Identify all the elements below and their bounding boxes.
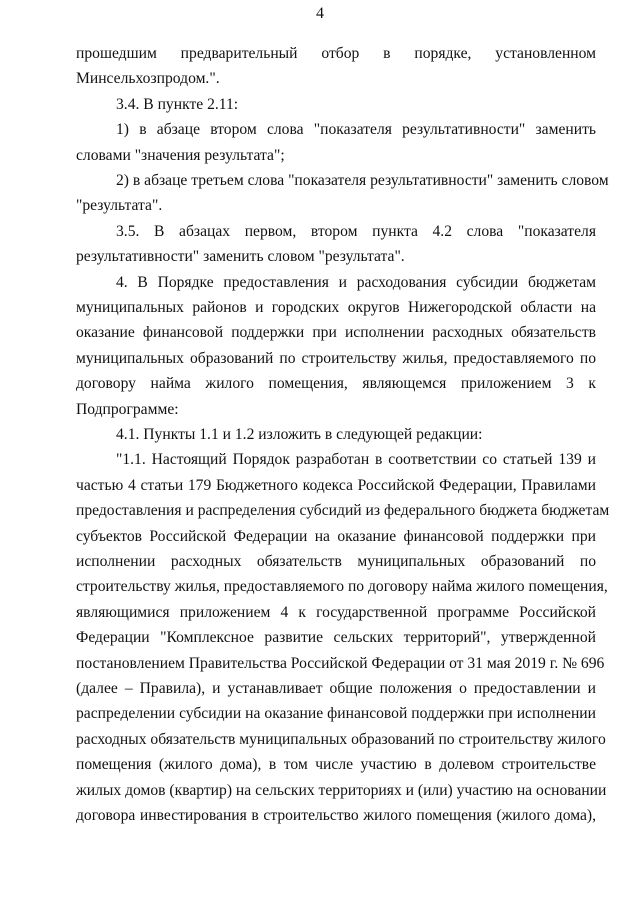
text-line: Минсельхозпродом.". [76, 70, 220, 88]
text-line: оказание финансовой поддержки при исполнении расходных обязательств [76, 324, 596, 342]
text-line: муниципальных образований по строительству жилья, предоставляемого по [76, 349, 596, 367]
text-line: 3.5. В абзацах первом, втором пункта 4.2 слова "показателя [116, 222, 596, 240]
text-line: прошедшим предварительный отбор в порядке, установленном [76, 45, 596, 62]
text-line: 3.4. В пункте 2.11: [116, 95, 239, 113]
text-line: исполнении расходных обязательств муниципальных образований по [76, 553, 596, 570]
text-line: Федерации "Комплексное развитие сельских территорий", утвержденной [76, 629, 596, 647]
text-line: "1.1. Настоящий Порядок разработан в соответствии со статьей 139 и [116, 451, 596, 469]
text-line: 4.1. Пункты 1.1 и 1.2 изложить в следующей редакции: [116, 426, 483, 443]
text-line: постановлением Правительства Российской Федерации от 31 мая 2019 г. № 696 [76, 654, 605, 672]
text-line: частью 4 статьи 179 Бюджетного кодекса Российской Федерации, Правилами [76, 476, 596, 494]
text-line: распределении субсидии на оказание финансовой поддержки при исполнении [76, 705, 596, 723]
text-line: субъектов Российской Федерации на оказание финансовой поддержки при [76, 527, 596, 545]
page-number: 4 [316, 5, 324, 22]
text-line: договора инвестирования в строительство жилого помещения (жилого дома), [76, 807, 596, 824]
text-line: муниципальных районов и городских округов Нижегородской области на [76, 299, 596, 316]
text-line: строительству жилья, предоставляемого по договору найма жилого помещения, [76, 578, 608, 596]
text-line: являющимися приложением 4 к государственной программе Российской [76, 603, 596, 621]
text-line: (далее – Правила), и устанавливает общие положения о предоставлении и [76, 680, 596, 697]
text-line: результативности" заменить словом "результата". [76, 248, 405, 266]
text-line: 2) в абзаце третьем слова "показателя результативности" заменить словом [116, 172, 609, 189]
text-line: словами "значения результата"; [76, 146, 285, 164]
text-line: помещения (жилого дома), в том числе участию в долевом строительстве [76, 756, 596, 774]
text-line: жилых домов (квартир) на сельских территориях и (или) участию на основании [76, 781, 607, 799]
text-line: расходных обязательств муниципальных образований по строительству жилого [76, 730, 606, 748]
text-line: договору найма жилого помещения, являющемся приложением 3 к [76, 375, 596, 393]
text-line: 1) в абзаце втором слова "показателя результативности" заменить [116, 121, 596, 139]
text-line: предоставления и распределения субсидий из федерального бюджета бюджетам [76, 502, 610, 520]
text-line: 4. В Порядке предоставления и расходования субсидии бюджетам [116, 273, 596, 291]
text-line: "результата". [76, 197, 163, 215]
text-line: Подпрограмме: [76, 400, 179, 418]
